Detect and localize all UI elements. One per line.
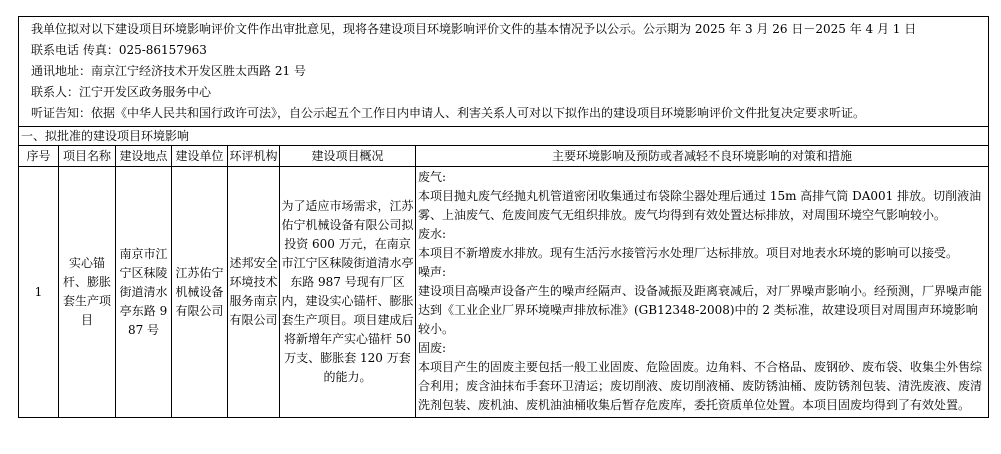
row-no: 1	[19, 167, 59, 418]
measure-water-text: 本项目不新增废水排放。现有生活污水接管污水处理厂达标排放。项目对地表水环境的影响可以接受。	[418, 246, 959, 260]
notice-hearing: 听证告知：依据《中华人民共和国行政许可法》，自公示起五个工作日内申请人、利害关系人可对以下拟作出的建设项目环境影响评价文件批复决定要求听证。	[31, 106, 866, 120]
row-unit: 江苏佑宁机械设备有限公司	[172, 167, 228, 418]
measure-water-label: 废水:	[418, 227, 447, 241]
row-overview: 为了适应市场需求，江苏佑宁机械设备有限公司拟投资 600 万元，在南京市江宁区秣陵街道清水亭东路 987 号现有厂区内，建设实心锚杆、膨胀套生产项目。项目建成后将新增年产实心锚杆 50 万支、膨胀套 120 万套的能力。	[280, 167, 416, 418]
measure-air-label: 废气:	[418, 170, 447, 184]
notice-intro: 我单位拟对以下建设项目环境影响评价文件作出审批意见，现将各建设项目环境影响评价文件的基本情况予以公示。公示期为 2025 年 3 月 26 日－2025 年 4 月 1 日	[31, 22, 917, 36]
header-name: 项目名称	[59, 146, 116, 167]
row-project-name: 实心锚杆、膨胀套生产项目	[59, 167, 116, 418]
notice-table	[18, 16, 989, 418]
header-no: 序号	[19, 146, 59, 167]
table-header-row	[19, 146, 989, 167]
header-location: 建设地点	[116, 146, 172, 167]
notice-info-row	[19, 17, 989, 127]
measure-air-text: 本项目抛丸废气经抛丸机管道密闭收集通过布袋除尘器处理后通过 15m 高排气筒 DA001 排放。切削液油雾、上油废气、危废间废气无组织排放。废气均得到有效处置达标排放，对周围环境空气影响较小。	[418, 189, 982, 222]
header-measures: 主要环境影响及预防或者减轻不良环境影响的对策和措施	[416, 146, 989, 167]
notice-info-cell	[19, 17, 989, 127]
notice-address: 通讯地址：南京江宁经济技术开发区胜太西路 21 号	[31, 64, 306, 78]
measure-waste-label: 固废:	[418, 341, 447, 355]
measure-noise-text: 建设项目高噪声设备产生的噪声经隔声、设备减振及距离衰减后，对厂界噪声影响小。经预测，厂界噪声能达到《工业企业厂界环境噪声排放标准》(GB12348-2008)中的 2 类标准，故建设项目对周围声环境影响较小。	[418, 284, 983, 336]
section-title: 一、拟批准的建设项目环境影响	[19, 127, 989, 146]
row-agency: 述邦安全环境技术服务南京有限公司	[228, 167, 280, 418]
measure-noise-label: 噪声:	[418, 265, 447, 279]
row-location: 南京市江宁区秣陵街道清水亭东路 987 号	[116, 167, 172, 418]
section-row	[19, 127, 989, 146]
notice-phone: 联系电话 传真：025-86157963	[31, 43, 207, 57]
header-agency: 环评机构	[228, 146, 280, 167]
header-overview: 建设项目概况	[280, 146, 416, 167]
measure-waste-text: 本项目产生的固废主要包括一般工业固废、危险固废。边角料、不合格品、废钢砂、废布袋、收集尘外售综合利用；废含油抹布手套环卫清运；废切削液、废切削液桶、废防锈油桶、废防锈剂包装、清洗废液、废清洗剂包装、废机油、废机油油桶收集后暂存危废库，委托资质单位处置。本项目固废均得到了有效处置。	[418, 360, 983, 412]
header-unit: 建设单位	[172, 146, 228, 167]
table-row	[19, 167, 989, 418]
row-measures	[416, 167, 989, 418]
notice-contact: 联系人：江宁开发区政务服务中心	[31, 85, 212, 99]
